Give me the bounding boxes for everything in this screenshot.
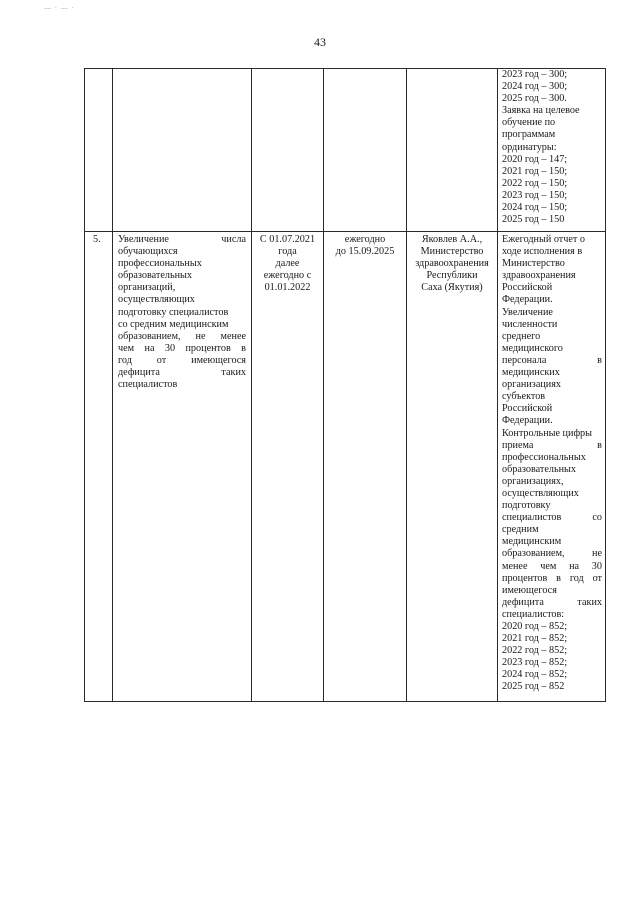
text-line: подготовку [502, 500, 551, 512]
text-line: 2023 год – 300; [502, 69, 568, 80]
text-line: Контрольные цифры [502, 427, 593, 439]
text-line: процентов в год от [502, 572, 602, 584]
text-line: обучение по [502, 117, 556, 129]
text-line: образованием, не [502, 548, 602, 560]
text-line: образовательных [502, 463, 576, 475]
cell-measure [118, 234, 246, 391]
text-line: программам [502, 129, 556, 141]
text-line: 2024 год – 150; [502, 202, 568, 214]
text-line: профессиональных [118, 258, 202, 270]
text-line: ежегодно [344, 234, 386, 245]
text-line: Саха (Якутия) [421, 282, 483, 294]
cell-report-deadline [327, 234, 403, 258]
page-number: 43 [314, 35, 326, 49]
text-line: года [278, 246, 297, 258]
text-line: организациях [502, 379, 562, 391]
text-line: медицинским [502, 536, 562, 548]
text-line: персонала в [502, 354, 602, 366]
text-line: Яковлев А.А., [421, 234, 483, 245]
text-line: 01.01.2022 [264, 282, 311, 294]
text-line: 2021 год – 852; [502, 633, 568, 645]
text-line: год от имеющегося [118, 354, 246, 366]
text-line: дефицита таких [118, 367, 246, 379]
text-line: 2024 год – 300; [502, 81, 568, 93]
text-line: 2025 год – 852 [502, 681, 565, 693]
text-line: 2020 год – 852; [502, 621, 568, 632]
text-line: подготовку специалистов [118, 306, 229, 318]
text-line: 2022 год – 150; [502, 177, 568, 189]
text-line: Республики [426, 270, 478, 282]
text-line: здравоохранения [502, 270, 576, 282]
text-line: Заявка на целевое [502, 105, 580, 117]
text-line: 2021 год – 150; [502, 165, 568, 177]
table-left-border [84, 68, 85, 702]
col-divider-5 [497, 68, 498, 702]
text-line: здравоохранения [415, 258, 489, 270]
text-line: 2024 год – 852; [502, 669, 568, 681]
text-line: Министерство [420, 246, 484, 258]
text-line: медицинского [502, 342, 563, 354]
text-line: Ежегодный отчет о [502, 234, 586, 245]
text-line: 2023 год – 150; [502, 189, 568, 201]
text-line: со средним медицинским [118, 318, 229, 330]
text-line: Российской [502, 403, 553, 415]
text-line: до 15.09.2025 [335, 246, 395, 258]
table-right-border [605, 68, 606, 702]
text-line: профессиональных [502, 451, 586, 463]
col-divider-3 [323, 68, 324, 702]
table-bottom-border [84, 701, 606, 702]
cell-row-number: 5. [93, 234, 101, 245]
text-line: организаций, [118, 282, 176, 294]
col-divider-1 [112, 68, 113, 702]
text-line: субъектов [502, 391, 546, 403]
row-divider [84, 231, 606, 232]
text-line: Увеличение [502, 306, 553, 318]
text-line: дефицита таких [502, 596, 602, 608]
corner-scan-mark: — · — · [44, 4, 75, 12]
text-line: осуществляющих [118, 294, 195, 306]
text-line: специалистов со [502, 512, 602, 524]
text-line: специалистов [118, 379, 178, 391]
text-line: Российской [502, 282, 553, 294]
text-line: далее [275, 258, 300, 270]
col-divider-4 [406, 68, 407, 702]
cell-term [254, 234, 321, 294]
text-line: 2023 год – 852; [502, 657, 568, 669]
text-line: Министерство [502, 258, 565, 270]
text-line: среднего [502, 330, 541, 342]
cell-continuation-result [502, 69, 602, 226]
text-line: образовательных [118, 270, 192, 282]
text-line: численности [502, 318, 558, 330]
text-line: менее чем на 30 [502, 560, 602, 572]
text-line: организациях, [502, 475, 564, 487]
cell-result [502, 234, 602, 694]
text-line: чем на 30 процентов в [118, 342, 246, 354]
text-line: С 01.07.2021 [259, 234, 316, 245]
text-line: 2020 год – 147; [502, 153, 568, 165]
text-line: осуществляющих [502, 487, 579, 499]
text-line: 2025 год – 150 [502, 214, 565, 226]
text-line: 2025 год – 300. [502, 93, 567, 105]
cell-responsible [409, 234, 495, 294]
text-line: обучающихся [118, 246, 178, 258]
measures-table [84, 68, 606, 702]
text-line: приема в [502, 439, 602, 451]
text-line: образованием, не менее [118, 330, 246, 342]
text-line: медицинских [502, 367, 560, 379]
text-line: Федерации. [502, 294, 553, 306]
text-line: имеющегося [502, 584, 557, 596]
text-line: ординатуры: [502, 141, 557, 153]
text-line: ходе исполнения в [502, 246, 583, 258]
text-line: Федерации. [502, 415, 553, 427]
text-line: ежегодно с [263, 270, 312, 282]
text-line: средним [502, 524, 539, 536]
text-line: специалистов: [502, 608, 565, 620]
text-line: Увеличение числа [118, 234, 246, 245]
text-line: 2022 год – 852; [502, 645, 568, 657]
col-divider-2 [251, 68, 252, 702]
